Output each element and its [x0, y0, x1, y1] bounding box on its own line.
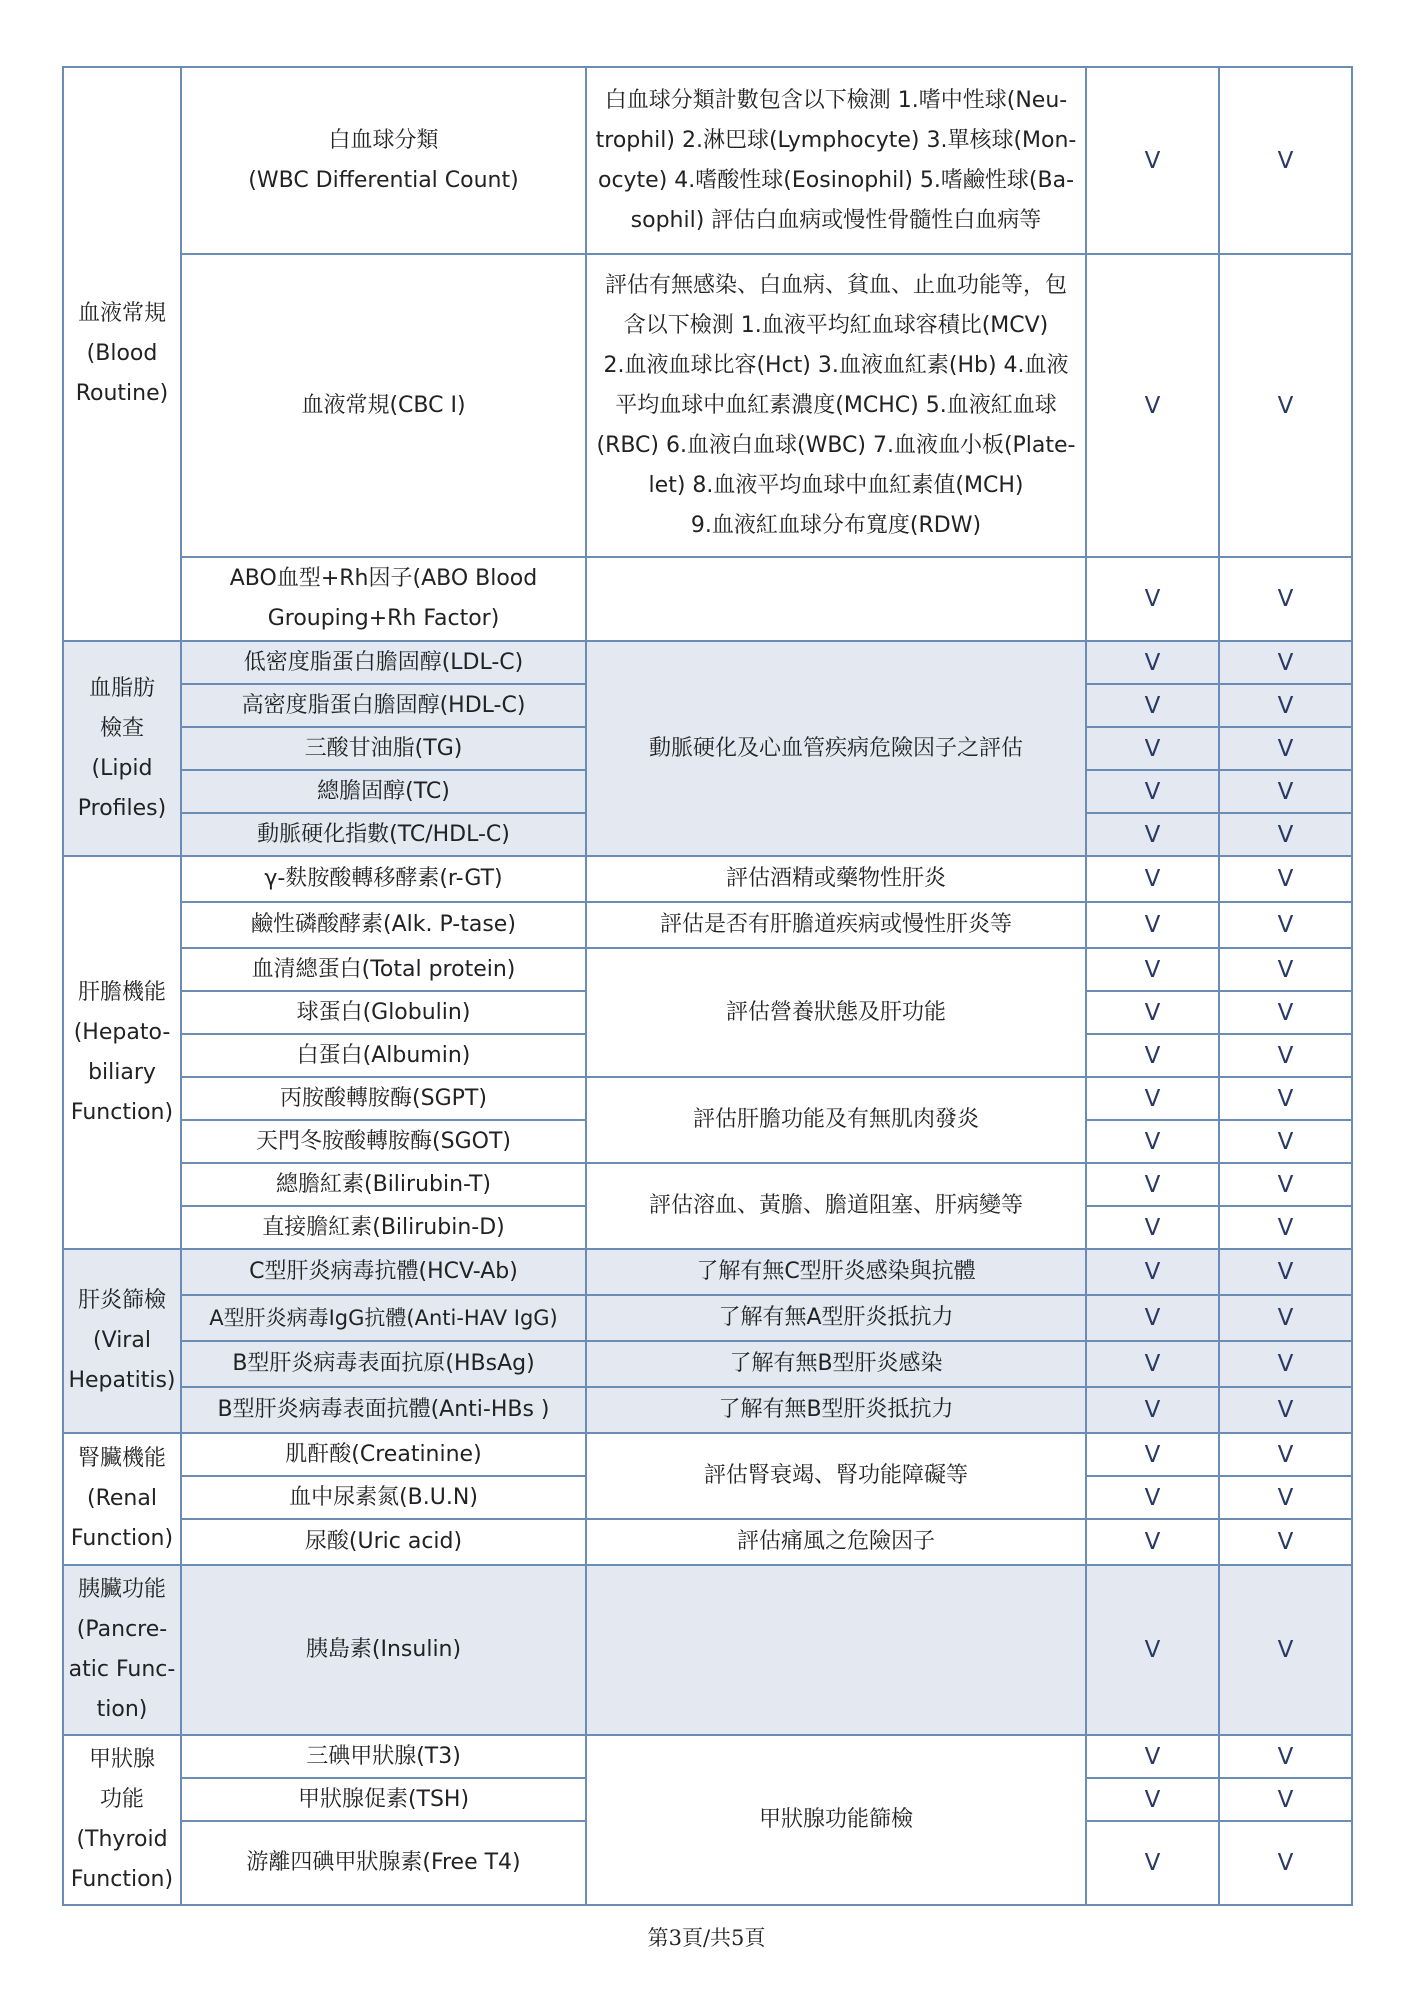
check-mark: V	[1219, 991, 1352, 1034]
table-row	[63, 1735, 1352, 1778]
check-mark: V	[1086, 1249, 1219, 1295]
table-row	[63, 902, 1352, 948]
check-mark: V	[1219, 902, 1352, 948]
category-cell: 血脂肪 檢查 (Lipid Profiles)	[63, 641, 181, 856]
test-description: 評估肝膽功能及有無肌肉發炎	[586, 1077, 1086, 1163]
test-name: 天門冬胺酸轉胺酶(SGOT)	[181, 1120, 586, 1163]
test-name: B型肝炎病毒表面抗體(Anti-HBs )	[181, 1387, 586, 1433]
test-description: 評估溶血、黃膽、膽道阻塞、肝病變等	[586, 1163, 1086, 1249]
test-name: 低密度脂蛋白膽固醇(LDL-C)	[181, 641, 586, 684]
check-mark: V	[1219, 1077, 1352, 1120]
check-mark: V	[1219, 1295, 1352, 1341]
check-mark: V	[1086, 770, 1219, 813]
test-description: 評估是否有肝膽道疾病或慢性肝炎等	[586, 902, 1086, 948]
test-description: 評估有無感染、白血病、貧血、止血功能等，包 含以下檢測 1.血液平均紅血球容積比(MCV) 2.血液血球比容(Hct) 3.血液血紅素(Hb) 4.血液 平均血球中血紅素濃度(MCHC) 5.血液紅血球 (RBC) 6.血液白血球(WBC) 7.血液血小板(Plate- let) 8.血液平均血球中血紅素值(MCH) 9.血液紅血球分布寬度(RDW)	[586, 254, 1086, 557]
check-mark: V	[1086, 1778, 1219, 1821]
check-mark: V	[1086, 1206, 1219, 1249]
table-row	[63, 557, 1352, 641]
test-description	[586, 1565, 1086, 1735]
test-description: 動脈硬化及心血管疾病危險因子之評估	[586, 641, 1086, 856]
test-name: 丙胺酸轉胺酶(SGPT)	[181, 1077, 586, 1120]
check-mark: V	[1219, 557, 1352, 641]
check-mark: V	[1086, 1565, 1219, 1735]
table-row	[63, 641, 1352, 684]
test-name: C型肝炎病毒抗體(HCV-Ab)	[181, 1249, 586, 1295]
check-mark: V	[1219, 1519, 1352, 1565]
test-name: 血清總蛋白(Total protein)	[181, 948, 586, 991]
health-check-table	[62, 66, 1353, 1906]
table-row	[63, 948, 1352, 991]
check-mark: V	[1086, 67, 1219, 254]
check-mark: V	[1086, 1034, 1219, 1077]
check-mark: V	[1086, 856, 1219, 902]
table-row	[63, 1565, 1352, 1735]
check-mark: V	[1219, 641, 1352, 684]
check-mark: V	[1086, 1120, 1219, 1163]
table-row	[63, 1433, 1352, 1476]
check-mark: V	[1219, 1476, 1352, 1519]
test-name: 尿酸(Uric acid)	[181, 1519, 586, 1565]
check-mark: V	[1219, 1206, 1352, 1249]
check-mark: V	[1219, 948, 1352, 991]
check-mark: V	[1086, 1476, 1219, 1519]
check-mark: V	[1086, 1341, 1219, 1387]
check-mark: V	[1086, 1387, 1219, 1433]
category-cell: 腎臟機能 (Renal Function)	[63, 1433, 181, 1565]
check-mark: V	[1219, 1565, 1352, 1735]
test-name: 三碘甲狀腺(T3)	[181, 1735, 586, 1778]
test-name: 直接膽紅素(Bilirubin-D)	[181, 1206, 586, 1249]
test-name: 白蛋白(Albumin)	[181, 1034, 586, 1077]
check-mark: V	[1219, 1034, 1352, 1077]
test-name: 血中尿素氮(B.U.N)	[181, 1476, 586, 1519]
test-name: 甲狀腺促素(TSH)	[181, 1778, 586, 1821]
test-description: 評估痛風之危險因子	[586, 1519, 1086, 1565]
test-name: 鹼性磷酸酵素(Alk. P-tase)	[181, 902, 586, 948]
test-name: B型肝炎病毒表面抗原(HBsAg)	[181, 1341, 586, 1387]
check-mark: V	[1219, 727, 1352, 770]
test-name: 血液常規(CBC I)	[181, 254, 586, 557]
test-description: 評估營養狀態及肝功能	[586, 948, 1086, 1077]
check-mark: V	[1086, 254, 1219, 557]
check-mark: V	[1219, 1120, 1352, 1163]
check-mark: V	[1086, 991, 1219, 1034]
test-name: A型肝炎病毒IgG抗體(Anti-HAV IgG)	[181, 1295, 586, 1341]
table-row	[63, 1387, 1352, 1433]
check-mark: V	[1086, 1163, 1219, 1206]
check-mark: V	[1219, 1778, 1352, 1821]
category-cell: 肝膽機能 (Hepato- biliary Function)	[63, 856, 181, 1249]
test-description	[586, 557, 1086, 641]
check-mark: V	[1219, 1341, 1352, 1387]
check-mark: V	[1219, 1821, 1352, 1905]
table-row	[63, 1249, 1352, 1295]
check-mark: V	[1086, 641, 1219, 684]
category-cell: 血液常規 (Blood Routine)	[63, 67, 181, 641]
check-mark: V	[1219, 67, 1352, 254]
check-mark: V	[1086, 1433, 1219, 1476]
test-description: 評估酒精或藥物性肝炎	[586, 856, 1086, 902]
check-mark: V	[1219, 684, 1352, 727]
check-mark: V	[1086, 1519, 1219, 1565]
check-mark: V	[1086, 902, 1219, 948]
test-name: 球蛋白(Globulin)	[181, 991, 586, 1034]
check-mark: V	[1086, 557, 1219, 641]
table-row	[63, 1519, 1352, 1565]
table-row	[63, 1163, 1352, 1206]
check-mark: V	[1219, 813, 1352, 856]
check-mark: V	[1086, 684, 1219, 727]
test-description: 了解有無A型肝炎抵抗力	[586, 1295, 1086, 1341]
test-name: 高密度脂蛋白膽固醇(HDL-C)	[181, 684, 586, 727]
check-mark: V	[1219, 1387, 1352, 1433]
test-name: 胰島素(Insulin)	[181, 1565, 586, 1735]
test-description: 白血球分類計數包含以下檢測 1.嗜中性球(Neu- trophil) 2.淋巴球(Lymphocyte) 3.單核球(Mon- ocyte) 4.嗜酸性球(Eosinophil) 5.嗜鹼性球(Ba- sophil) 評估白血病或慢性骨髓性白血病等	[586, 67, 1086, 254]
category-cell: 胰臟功能 (Pancre- atic Func- tion)	[63, 1565, 181, 1735]
test-name: γ-麩胺酸轉移酵素(r-GT)	[181, 856, 586, 902]
test-name: 游離四碘甲狀腺素(Free T4)	[181, 1821, 586, 1905]
test-description: 甲狀腺功能篩檢	[586, 1735, 1086, 1905]
test-name: 總膽固醇(TC)	[181, 770, 586, 813]
category-cell: 肝炎篩檢 (Viral Hepatitis)	[63, 1249, 181, 1433]
page-number: 第3頁/共5頁	[647, 1926, 766, 1950]
check-mark: V	[1219, 1163, 1352, 1206]
test-name: 三酸甘油脂(TG)	[181, 727, 586, 770]
test-name: 肌酐酸(Creatinine)	[181, 1433, 586, 1476]
check-mark: V	[1086, 1735, 1219, 1778]
test-description: 了解有無C型肝炎感染與抗體	[586, 1249, 1086, 1295]
table-row	[63, 1295, 1352, 1341]
check-mark: V	[1086, 1295, 1219, 1341]
test-description: 了解有無B型肝炎抵抗力	[586, 1387, 1086, 1433]
table-row	[63, 1341, 1352, 1387]
test-name: ABO血型+Rh因子(ABO Blood Grouping+Rh Factor)	[181, 557, 586, 641]
category-cell: 甲狀腺 功能 (Thyroid Function)	[63, 1735, 181, 1905]
check-mark: V	[1086, 1821, 1219, 1905]
check-mark: V	[1219, 1735, 1352, 1778]
check-mark: V	[1086, 813, 1219, 856]
check-mark: V	[1219, 770, 1352, 813]
check-mark: V	[1086, 1077, 1219, 1120]
table-row	[63, 856, 1352, 902]
table-row	[63, 67, 1352, 254]
test-description: 了解有無B型肝炎感染	[586, 1341, 1086, 1387]
test-description: 評估腎衰竭、腎功能障礙等	[586, 1433, 1086, 1519]
check-mark: V	[1219, 856, 1352, 902]
check-mark: V	[1219, 1249, 1352, 1295]
test-name: 總膽紅素(Bilirubin-T)	[181, 1163, 586, 1206]
table-row	[63, 1077, 1352, 1120]
check-mark: V	[1219, 254, 1352, 557]
test-name: 動脈硬化指數(TC/HDL-C)	[181, 813, 586, 856]
check-mark: V	[1086, 948, 1219, 991]
table-row	[63, 254, 1352, 557]
check-mark: V	[1086, 727, 1219, 770]
test-name: 白血球分類 (WBC Differential Count)	[181, 67, 586, 254]
check-mark: V	[1219, 1433, 1352, 1476]
